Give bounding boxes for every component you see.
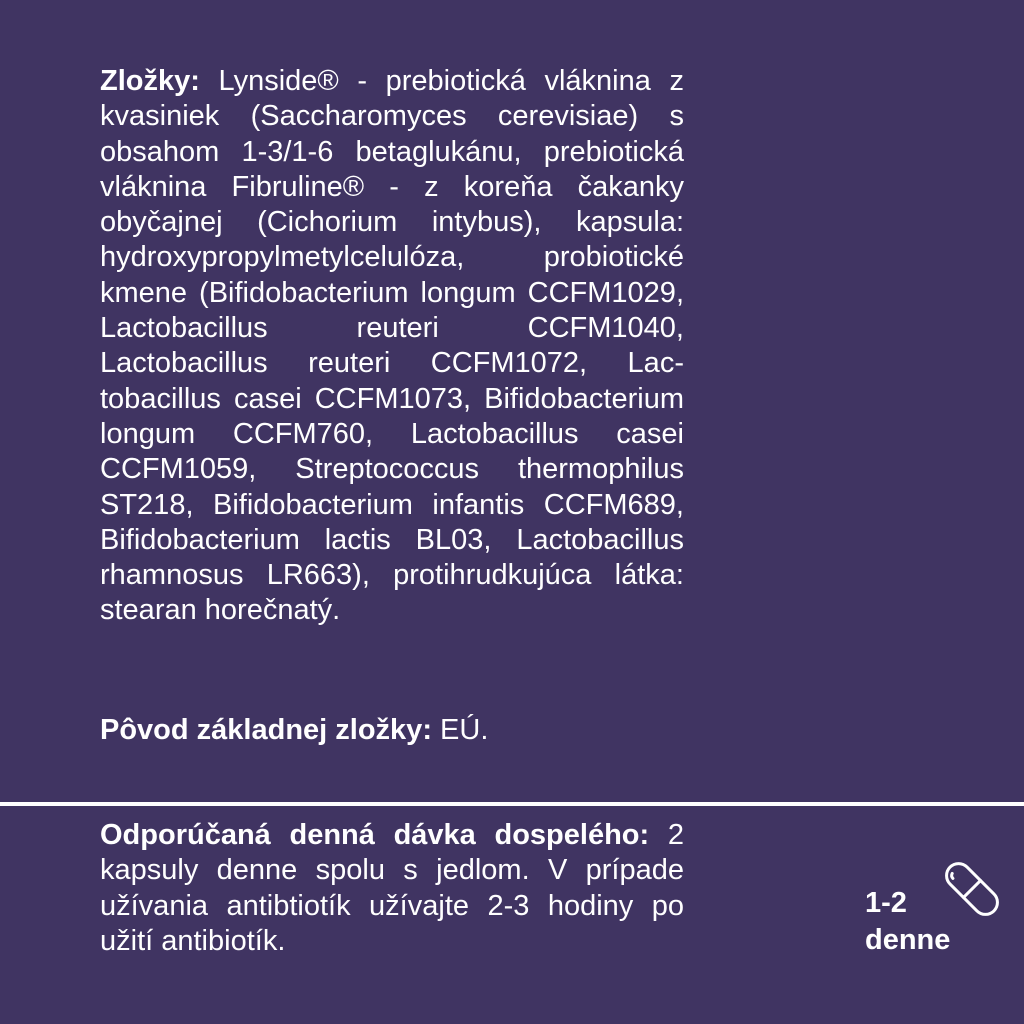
origin-section	[100, 713, 684, 748]
dosage-text: 2 kapsuly denne spolu s jedlom. V prípade užívania antibtiotík užívajte 2-3 hodiny po užití antibiotík.	[100, 819, 684, 957]
section-divider	[0, 802, 1024, 806]
ingredients-label: Zložky:	[100, 65, 200, 97]
capsule-icon	[942, 856, 1002, 922]
ingredients-text: Lynside® - prebiotická vláknina z kvasiniek (Saccharomyces cerevisiae) s obsahom 1-3/1-6 betaglukánu, prebiotická vláknina Fibruline® - z koreňa čakanky obyčajnej (Cichorium intybus), kapsula: hydroxypropylmetylcelulóza, probiotické kmene (Bifidobacterium longum CCFM1029, Lactobacillus reuteri CCFM1040, Lactobacillus reuteri CCFM1072, Lactobacillus casei CCFM1073, Bifidobacterium longum CCFM760, Lactobacillus casei CCFM1059, Streptococcus thermophilus ST218, Bifidobacterium infantis CCFM689, Bifidobacterium lactis BL03, Lactobacillus rhamnosus LR663), protihrudkujúca látka: stearan horečnatý.	[100, 65, 684, 627]
dosage-section	[100, 818, 684, 959]
badge-amount: 1-2	[865, 887, 907, 919]
ingredients-paragraph	[100, 64, 684, 629]
dosage-badge	[862, 856, 1002, 966]
dosage-label: Odporúčaná denná dávka dospelého:	[100, 819, 650, 851]
origin-label: Pôvod základnej zložky:	[100, 714, 432, 746]
badge-unit: denne	[865, 924, 951, 956]
origin-value: EÚ.	[431, 714, 489, 746]
ingredients-section	[100, 64, 684, 629]
